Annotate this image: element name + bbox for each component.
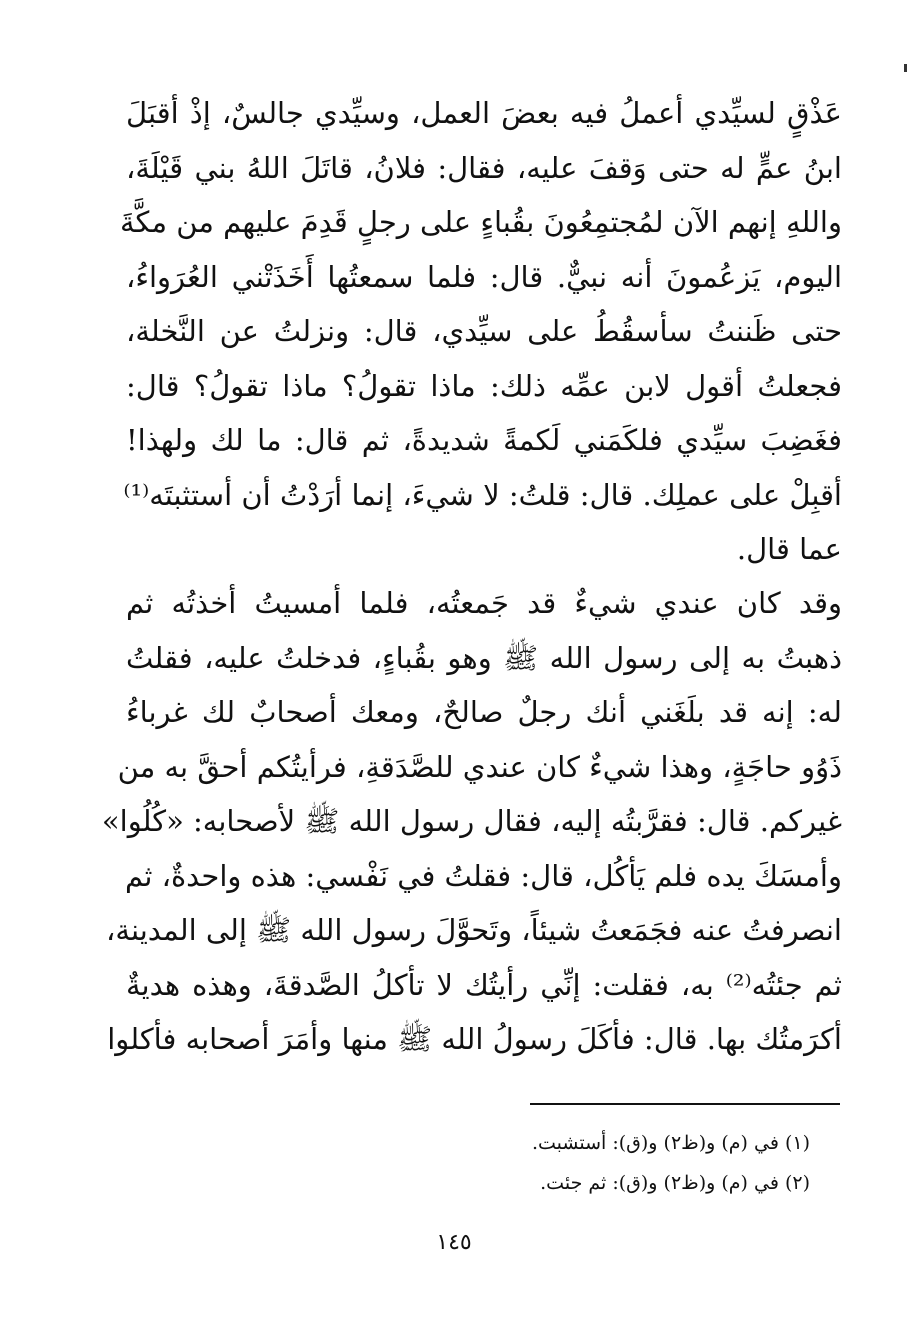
footnote-1: (١) في (م) و(ظ٢) و(ق): أستشبت. — [531, 1132, 810, 1154]
text-line: غيركم. قال: فقرَّبتُه إليه، فقال رسول الله ﷺ لأصحابه: «كُلُوا» — [101, 804, 842, 838]
page-number: ١٤٥ — [436, 1230, 472, 1255]
edge-mark — [904, 64, 907, 72]
text-line: ذهبتُ به إلى رسول الله ﷺ وهو بقُباءٍ، فدخلتُ عليه، فقلتُ — [126, 640, 842, 675]
text-line: ابنُ عمٍّ له حتى وَقفَ عليه، فقال: فلانُ، قاتَلَ اللهُ بني قَيْلَةَ، — [126, 150, 842, 185]
text-line: عَذْقٍ لسيِّدي أعملُ فيه بعضَ العمل، وسيِّدي جالسٌ، إذْ أقبَلَ — [126, 96, 842, 130]
text-line: عما قال. — [736, 532, 842, 566]
text-line: وأمسَكَ يده فلم يَأكُل، قال: فقلتُ في نَفْسي: هذه واحدةٌ، ثم — [125, 858, 842, 893]
text-line: انصرفتُ عنه فجَمَعتُ شيئاً، وتَحوَّلَ رسول الله ﷺ إلى المدينة، — [106, 913, 842, 947]
footnotes — [430, 1123, 810, 1203]
text-line: ذَوُو حاجَةٍ، وهذا شيءٌ كان عندي للصَّدَقةِ، فرأيتُكم أحقَّ به من — [117, 749, 842, 784]
footnote-divider — [530, 1103, 840, 1105]
footnote-2: (٢) في (م) و(ظ٢) و(ق): ثم جئت. — [540, 1172, 810, 1194]
text-line: أقبِلْ على عملِك. قال: قلتُ: لا شيءَ، إنما أرَدْتُ أن أستثبتَه⁽¹⁾ — [123, 477, 842, 512]
text-line: فجعلتُ أقول لابن عمِّه ذلك: ماذا تقولُ؟ ماذا تقولُ؟ قال: — [126, 368, 842, 403]
text-line: وقد كان عندي شيءٌ قد جَمعتُه، فلما أمسيتُ أخذتُه ثم — [126, 586, 842, 620]
text-line: فغَضِبَ سيِّدي فلكَمَني لَكمةً شديدةً، ثم قال: ما لك ولهذا! — [126, 423, 842, 457]
paragraph-1 — [119, 86, 842, 577]
text-line: ثم جئتُه⁽²⁾ به، فقلت: إنِّي رأيتُك لا تأكلُ الصَّدقةَ، وهذه هديةٌ — [126, 967, 842, 1002]
text-line: واللهِ إنهم الآن لمُجتمِعُونَ بقُباءٍ على رجلٍ قَدِمَ عليهم من مكَّةَ — [119, 205, 842, 239]
text-line: له: إنه قد بلَغَني أنك رجلٌ صالحٌ، ومعك أصحابٌ لك غرباءُ — [126, 695, 842, 729]
text-line: اليوم، يَزعُمونَ أنه نبيٌّ. قال: فلما سمعتُها أَخَذَتْني العُرَواءُ، — [126, 259, 842, 294]
text-line: أكرَمتُك بها. قال: فأكَلَ رسولُ الله ﷺ منها وأمَرَ أصحابه فأكلوا — [107, 1022, 842, 1056]
paragraph-2 — [101, 576, 842, 1067]
text-line: حتى ظَننتُ سأسقُطُ على سيِّدي، قال: ونزلتُ عن النَّخلة، — [126, 314, 842, 348]
